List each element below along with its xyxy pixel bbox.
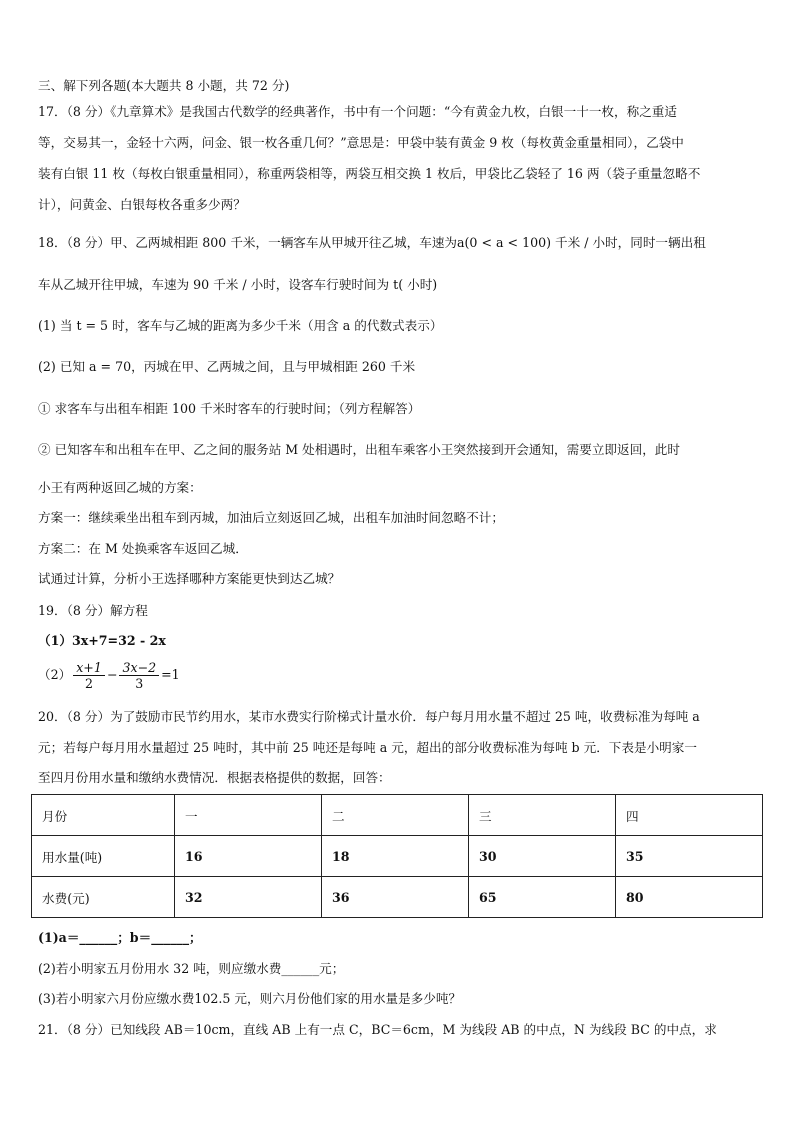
q20-line: 至四月份用水量和缴纳水费情况．根据表格提供的数据，回答： [38,770,391,785]
table-header-cell: 二 [322,795,469,836]
question-21: 21．（8 分）已知线段 AB＝10cm，直线 AB 上有一点 C，BC＝6cm，M 为线段 AB 的中点，N 为线段 BC 的中点，求 [38,1022,717,1037]
fraction-numerator: x+1 [73,660,105,676]
table-cell: 36 [322,877,469,918]
q18-ask: 试通过计算，分析小王选择哪种方案能更快到达乙城？ [38,571,341,586]
q17-line: 17．（8 分）《九章算术》是我国古代数学的经典著作，书中有一个问题：“今有黄金九枚，白银一十一枚，称之重适 [38,104,677,119]
table-row [32,877,763,918]
section-heading: 三、解下列各题(本大题共 8 小题，共 72 分) [38,78,290,93]
table-cell: 30 [469,836,616,877]
fraction-denominator: 3 [135,676,144,691]
q19-eq2-label: （2） [38,667,72,682]
table-header-cell: 四 [616,795,763,836]
table-cell: 水费(元) [32,877,175,918]
q20-sub-3: (3)若小明家六月份应缴水费102.5 元，则六月份他们家的用水量是多少吨？ [38,991,462,1006]
fraction-numerator: 3x−2 [119,660,159,676]
table-cell: 16 [175,836,322,877]
q19-title: 19．（8 分）解方程 [38,603,148,618]
table-cell: 65 [469,877,616,918]
q20-sub-1: (1)a＝______；b＝______； [38,930,202,945]
table-row [32,836,763,877]
fraction [73,660,105,691]
table-cell: 18 [322,836,469,877]
q18-sub-1: ① 求客车与出租车相距 100 千米时客车的行驶时间；（列方程解答） [38,401,421,416]
q20-line: 20．（8 分）为了鼓励市民节约用水，某市水费实行阶梯式计量水价．每户每月用水量不超过 25 吨，收费标准为每吨 a [38,709,700,724]
q18-sub-2-cont: 小王有两种返回乙城的方案： [38,480,202,495]
q18-plan-2: 方案二：在 M 处换乘客车返回乙城． [38,541,248,556]
table-cell: 80 [616,877,763,918]
table-header-cell: 三 [469,795,616,836]
minus-sign: − [106,667,118,682]
equation-rhs: =1 [161,667,180,682]
table-header-cell: 月份 [32,795,175,836]
q18-line: 18．（8 分）甲、乙两城相距 800 千米，一辆客车从甲城开往乙城，车速为a(0 < a < 100) 千米 / 小时，同时一辆出租 [38,235,706,250]
table-header-row [32,795,763,836]
q18-plan-1: 方案一：继续乘坐出租车到丙城，加油后立刻返回乙城，出租车加油时间忽略不计； [38,510,504,525]
q20-line: 元；若每户每月用水量超过 25 吨时，其中前 25 吨还是每吨 a 元，超出的部分收费标准为每吨 b 元．下表是小明家一 [38,740,697,755]
q18-line: 车从乙城开往甲城，车速为 90 千米 / 小时，设客车行驶时间为 t( 小时) [38,277,438,292]
table-header-cell: 一 [175,795,322,836]
q17-line: 装有白银 11 枚（每枚白银重量相同），称重两袋相等，两袋互相交换 1 枚后，甲袋比乙袋轻了 16 两（袋子重量忽略不 [38,166,701,181]
q18-sub-2: ② 已知客车和出租车在甲、乙之间的服务站 M 处相遇时，出租车乘客小王突然接到开会通知，需要立即返回，此时 [38,442,680,457]
table-cell: 32 [175,877,322,918]
fraction [119,660,159,691]
table-cell: 35 [616,836,763,877]
q18-part-1: (1) 当 t = 5 时，客车与乙城的距离为多少千米（用含 a 的代数式表示） [38,318,443,333]
q17-line: 等，交易其一，金轻十六两，问金、银一枚各重几何？”意思是：甲袋中装有黄金 9 枚（每枚黄金重量相同），乙袋中 [38,135,684,150]
table-cell: 用水量(吨) [32,836,175,877]
q19-equation-2 [38,660,760,694]
fraction-denominator: 2 [85,676,94,691]
water-fee-table [31,794,763,918]
q20-sub-2: (2)若小明家五月份用水 32 吨，则应缴水费______元； [38,961,345,976]
q18-part-2: (2) 已知 a = 70，丙城在甲、乙两城之间，且与甲城相距 260 千米 [38,359,416,374]
q19-equation-1: （1）3x+7=32 - 2x [38,633,166,648]
q17-line: 计），问黄金、白银每枚各重多少两？ [38,197,246,212]
